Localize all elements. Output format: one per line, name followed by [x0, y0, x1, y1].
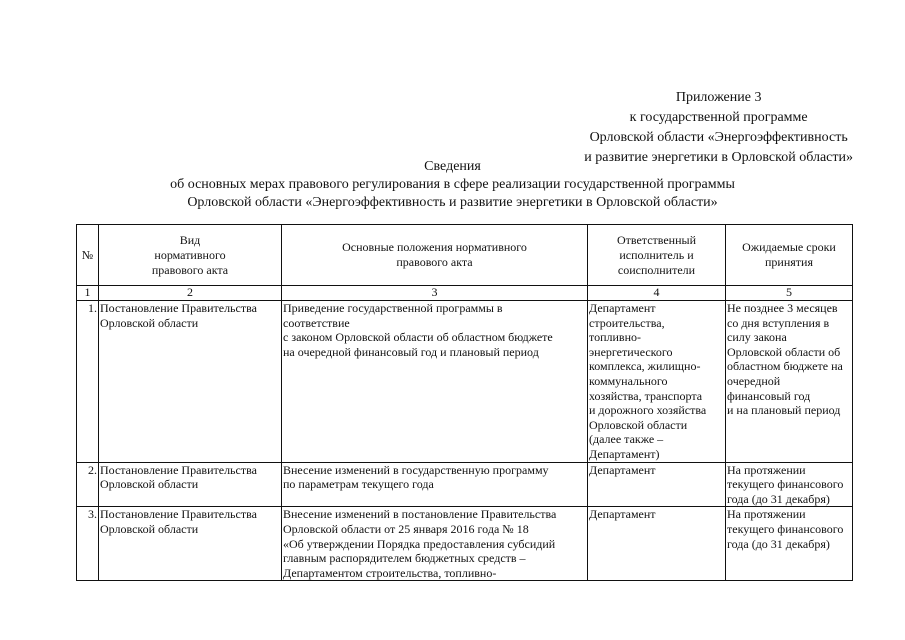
appendix-note	[584, 88, 853, 168]
header-deadline: Ожидаемые сроки принятия	[726, 225, 853, 286]
column-number: 4	[588, 286, 726, 301]
appendix-line: и развитие энергетики в Орловской области»	[584, 150, 853, 165]
row-provisions	[282, 462, 588, 507]
row-act-type: Постановление Правительства Орловской области	[99, 507, 282, 581]
row-provisions	[282, 507, 588, 581]
cell-line: со дня вступления в	[727, 315, 830, 330]
column-number: 3	[282, 286, 588, 301]
cell-line: Департамент	[589, 301, 656, 315]
cell-line: Не позднее 3 месяцев	[727, 301, 838, 315]
header-act-type: Вид нормативного правового акта	[99, 225, 282, 286]
cell-line: (далее также –	[589, 432, 664, 447]
cell-line: с законом Орловской области об областном бюджете	[283, 330, 553, 345]
row-number: 3.	[77, 507, 99, 581]
title-line: Орловской области «Энергоэффективность и развитие энергетики в Орловской области»	[187, 195, 718, 210]
cell-line: Внесение изменений в постановление Правительства	[283, 507, 557, 522]
cell-line: финансовый год	[727, 388, 811, 403]
row-deadline	[726, 462, 853, 507]
cell-line: На протяжении	[727, 507, 806, 522]
appendix-line: Приложение 3	[675, 90, 762, 105]
cell-line: и дорожного хозяйства	[589, 403, 707, 418]
appendix-line: Орловской области «Энергоэффективность	[589, 130, 848, 145]
row-act-type: Постановление Правительства Орловской области	[99, 301, 282, 463]
row-number: 1.	[77, 301, 99, 463]
cell-line: Департамент	[589, 507, 656, 522]
cell-line: соответствие	[283, 315, 350, 330]
cell-line: Орловской области	[589, 417, 688, 432]
cell-line: Орловской области от 25 января 2016 года № 18	[283, 521, 529, 536]
cell-line: по параметрам текущего года	[283, 477, 434, 492]
cell-line: главным распорядителем бюджетных средств –	[283, 551, 526, 566]
table-header-row	[77, 225, 853, 286]
cell-line: топливно-	[589, 330, 642, 345]
cell-line: энергетического	[589, 344, 673, 359]
cell-line: коммунального	[589, 373, 668, 388]
cell-line: На протяжении	[727, 462, 806, 477]
cell-line: силу закона	[727, 330, 787, 345]
row-executor	[588, 462, 726, 507]
table-row	[77, 301, 853, 463]
header-provisions: Основные положения нормативного правового акта	[282, 225, 588, 286]
table-row	[77, 507, 853, 581]
cell-line: строительства,	[589, 315, 665, 330]
cell-line: на очередной финансовый год и плановый период	[283, 344, 539, 359]
row-act-type: Постановление Правительства Орловской области	[99, 462, 282, 507]
title-heading: Сведения	[424, 159, 481, 174]
cell-line: Приведение государственной программы в	[283, 301, 503, 315]
header-executor: Ответственный исполнитель и соисполнители	[588, 225, 726, 286]
row-number: 2.	[77, 462, 99, 507]
cell-line: комплекса, жилищно-	[589, 359, 701, 374]
cell-line: Департамент)	[589, 446, 660, 461]
document-title	[0, 158, 905, 212]
row-executor	[588, 507, 726, 581]
cell-line: «Об утверждении Порядка предоставления субсидий	[283, 536, 556, 551]
title-line: об основных мерах правового регулирования в сфере реализации государственной программы	[170, 177, 735, 192]
cell-line: и на плановый период	[727, 403, 841, 418]
column-number: 1	[77, 286, 99, 301]
cell-line: текущего финансового	[727, 521, 844, 536]
column-number: 5	[726, 286, 853, 301]
row-provisions	[282, 301, 588, 463]
column-number-row	[77, 286, 853, 301]
row-deadline	[726, 301, 853, 463]
header-num: №	[77, 225, 99, 286]
cell-line: года (до 31 декабря)	[727, 491, 830, 506]
row-executor	[588, 301, 726, 463]
cell-line: года (до 31 декабря)	[727, 536, 830, 551]
appendix-line: к государственной программе	[629, 110, 808, 125]
cell-line: хозяйства, транспорта	[589, 388, 703, 403]
table-row	[77, 462, 853, 507]
legal-acts-table	[76, 224, 853, 581]
row-deadline	[726, 507, 853, 581]
cell-line: Департамент	[589, 462, 656, 477]
cell-line: Департаментом строительства, топливно-	[283, 565, 497, 580]
cell-line: Орловской области об	[727, 344, 841, 359]
cell-line: областном бюджете на	[727, 359, 843, 374]
cell-line: очередной	[727, 373, 781, 388]
cell-line: текущего финансового	[727, 477, 844, 492]
cell-line: Внесение изменений в государственную программу	[283, 462, 549, 477]
column-number: 2	[99, 286, 282, 301]
